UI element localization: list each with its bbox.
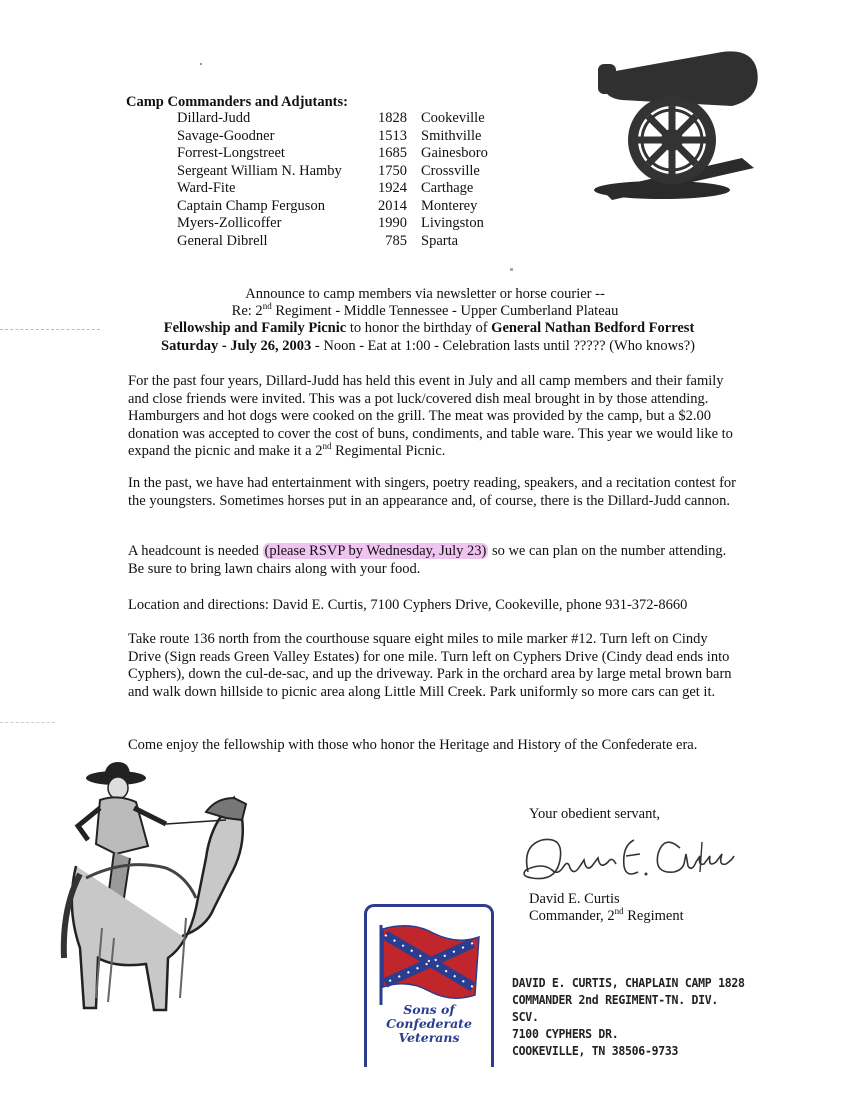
ordinal-sup: nd [322, 441, 332, 452]
camp-name: Sergeant William N. Hamby [177, 162, 342, 179]
event-time: - Noon - Eat at 1:00 - Celebration lasts until ????? (Who knows?) [311, 338, 695, 354]
paragraph-rsvp [128, 543, 743, 578]
camp-number: 2014 [378, 197, 407, 214]
camp-number: 785 [385, 232, 407, 249]
camp-number: 1990 [378, 215, 407, 231]
scan-dot [200, 63, 202, 65]
scan-dot-2 [510, 268, 513, 271]
signer-name: David E. Curtis [529, 891, 620, 907]
scv-logo-text [367, 1003, 491, 1045]
scv-line-2: Confederate [386, 1016, 472, 1031]
signer-title-pre: Commander, 2 [529, 908, 615, 924]
rsvp-pre: A headcount is needed [128, 543, 263, 559]
camp-town: Carthage [421, 180, 474, 196]
camp-town: Sparta [421, 232, 459, 249]
camp-name: Myers-Zollicoffer [177, 215, 282, 231]
camp-row [177, 145, 488, 163]
confederate-flag-icon [371, 915, 491, 1005]
camp-name: Dillard-Judd [177, 110, 251, 126]
camp-row [177, 215, 488, 233]
camp-number: 1750 [378, 162, 407, 179]
camp-number: 1513 [378, 127, 407, 144]
scv-line-1: Sons of [403, 1002, 455, 1017]
regiment-prefix: Re: 2 [231, 303, 263, 319]
rsvp-post: so we can plan on the number attending. Be sure to bring lawn chairs along with your food. [128, 543, 727, 577]
paragraph-closing: Come enjoy the fellowship with those who honor the Heritage and History of the Confederate era. [128, 737, 698, 753]
camp-name: Savage-Goodner [177, 127, 275, 144]
handwritten-signature [512, 826, 742, 896]
stamp-line-4: COOKEVILLE, TN 38506-9733 [512, 1043, 679, 1058]
camp-town: Monterey [421, 197, 478, 214]
ordinal-sup: nd [262, 301, 272, 312]
ordinal-sup: nd [614, 906, 624, 917]
picnic-title: Fellowship and Family Picnic [163, 320, 347, 336]
camp-number: 1828 [378, 110, 407, 126]
history-end: Regimental Picnic. [331, 443, 446, 459]
paragraph-history [128, 373, 743, 461]
stamp-line-1: DAVID E. CURTIS, CHAPLAIN CAMP 1828 [512, 975, 745, 990]
camp-row [177, 198, 488, 216]
camp-number: 1685 [378, 145, 407, 161]
camp-town: Cookeville [421, 110, 485, 126]
paragraph-directions: Take route 136 north from the courthouse square eight miles to mile marker #12. Turn left on Cindy Drive (Sign reads Green Valley Estates) for one mile. Turn left on Cyphers Drive (Cindy dead ends into Cyphers), down the cul-de-sac, and up the driveway. Park in the orchard area by large metal brown barn and walk down hillside to picnic area along Little Mill Creek. Park uniformly so more cars can get it. [128, 631, 732, 700]
stamp-line-3: 7100 CYPHERS DR. [512, 1026, 619, 1041]
camp-name: Captain Champ Ferguson [177, 197, 325, 214]
rsvp-highlight: (please RSVP by Wednesday, July 23) [264, 543, 487, 559]
camps-heading: Camp Commanders and Adjutants: [126, 94, 348, 110]
camp-town: Crossville [421, 162, 480, 179]
address-stamp [512, 974, 751, 1059]
paragraph-location: Location and directions: David E. Curtis, 7100 Cyphers Drive, Cookeville, phone 931-372-8660 [128, 597, 688, 613]
announce-line-3 [4, 319, 850, 338]
camp-town: Livingston [421, 215, 484, 231]
signer-title-post: Regiment [623, 908, 684, 924]
camp-row [177, 233, 488, 251]
camp-row [177, 110, 488, 128]
camp-number: 1924 [378, 180, 407, 196]
honor-text: to honor the birthday of [346, 320, 492, 336]
camp-town: Gainesboro [421, 145, 488, 161]
scv-logo [364, 904, 494, 1067]
cannon-illustration [592, 40, 762, 200]
regiment-rest: Regiment - Middle Tennessee - Upper Cumberland Plateau [271, 303, 619, 319]
camp-name: Forrest-Longstreet [177, 145, 285, 161]
camp-name: Ward-Fite [177, 180, 236, 196]
closing-salutation: Your obedient servant, [529, 806, 661, 822]
camp-row [177, 163, 488, 181]
signer-title [529, 908, 684, 925]
camp-row [177, 128, 488, 146]
event-date: Saturday - July 26, 2003 [161, 338, 312, 354]
camps-table [177, 110, 488, 250]
cavalry-rider-illustration [56, 758, 252, 1028]
announce-text: Announce to camp members via newsletter or horse courier -- [245, 286, 605, 302]
scan-mark-left-2 [0, 722, 55, 723]
paragraph-entertainment: In the past, we have had entertainment with singers, poetry reading, speakers, and a recitation contest for the youngsters. Sometimes horses put in an appearance and, of course, there is the Dillard-Judd cannon. [128, 475, 736, 509]
general-name: General Nathan Bedford Forrest [491, 320, 695, 336]
history-text: For the past four years, Dillard-Judd has held this event in July and all camp members and their family and close friends were invited. This was a pot luck/covered dish meal brought in by those attending. Hamburgers and hot dogs were cooked on the grill. The meat was provided by the camp, but a $2.00 donation was accepted to cover the cost of buns, condiments, and table ware. This year we would like to expand the picnic and make it a 2 [128, 373, 733, 459]
stamp-line-2: COMMANDER 2nd REGIMENT-TN. DIV. SCV. [512, 992, 719, 1024]
announce-line-4 [3, 337, 850, 356]
scv-line-3: Veterans [398, 1030, 460, 1045]
camp-row [177, 180, 488, 198]
camp-town: Smithville [421, 127, 482, 144]
camp-name: General Dibrell [177, 232, 268, 249]
